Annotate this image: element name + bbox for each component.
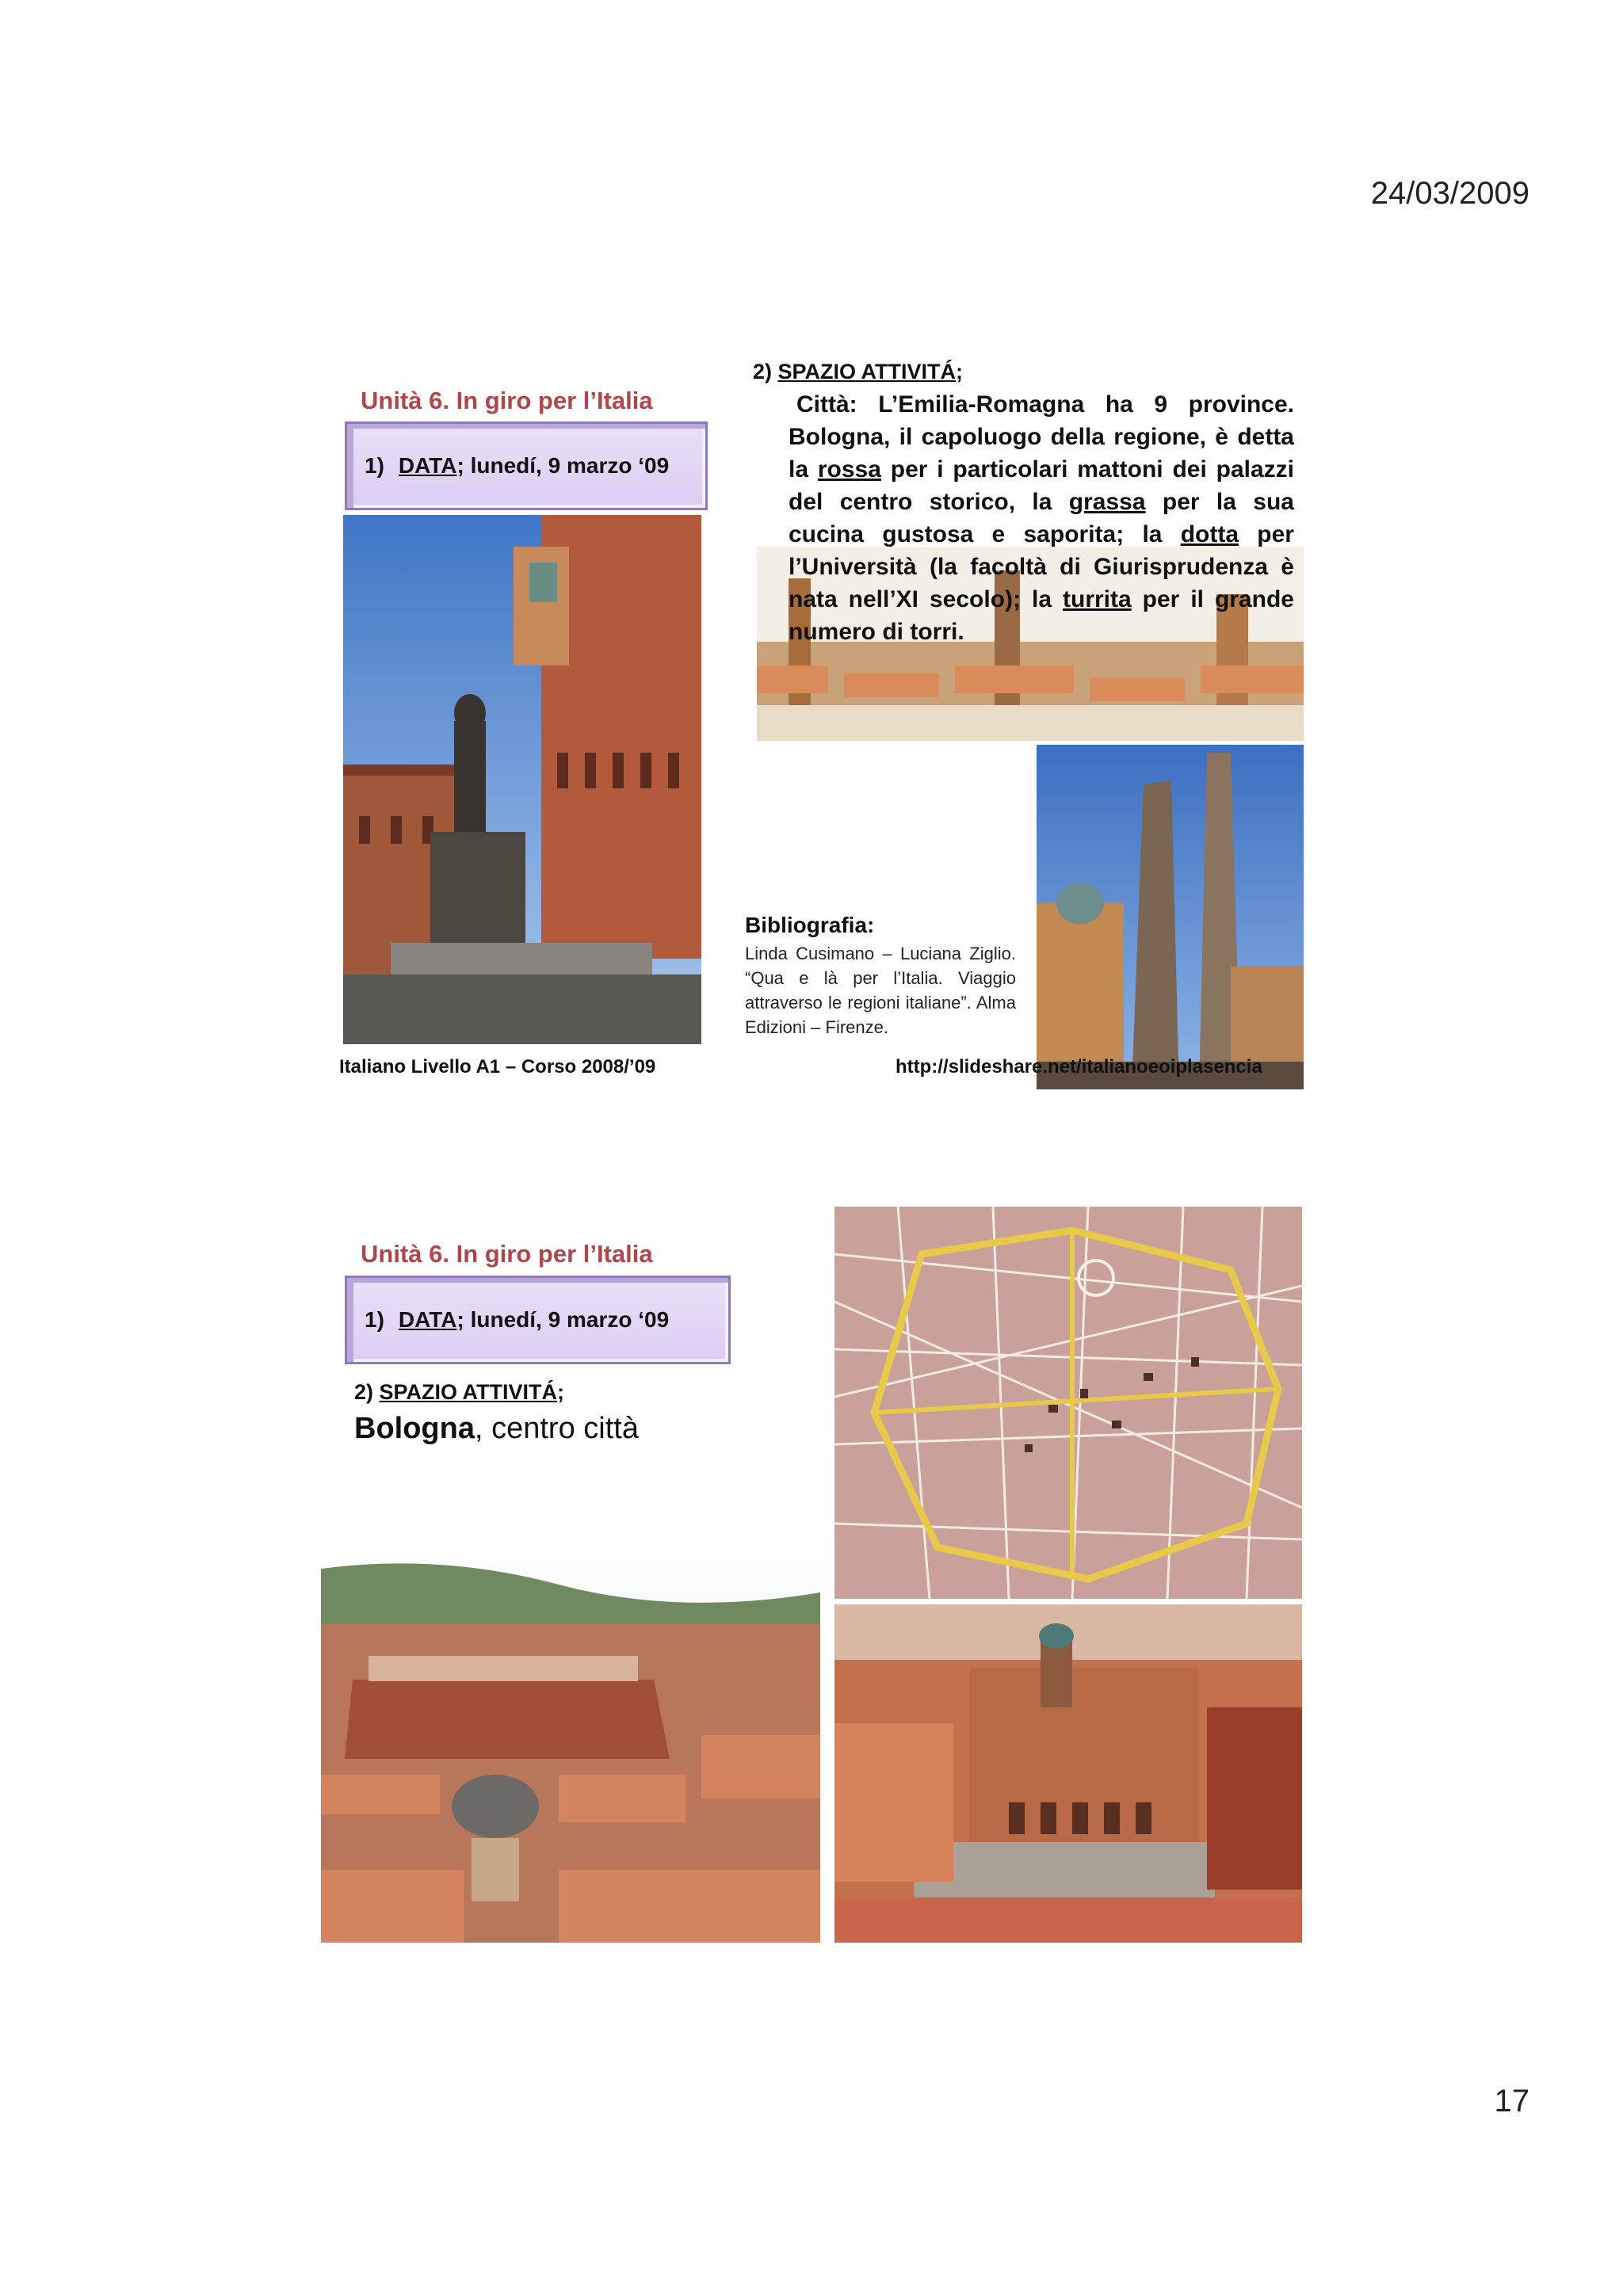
bologna-aerial-panorama xyxy=(321,1537,820,1943)
bologna-title-rest: , centro città xyxy=(474,1412,639,1445)
bologna-centre-map xyxy=(834,1207,1302,1599)
date-box-2-value: ; lunedí, 9 marzo ‘09 xyxy=(456,1307,670,1332)
neptune-fountain-photo xyxy=(343,515,701,1044)
keyword-rossa: rossa xyxy=(817,456,881,482)
bibliography-title: Bibliografia: xyxy=(745,913,875,937)
slideshare-url: http://slideshare.net/italianoeoiplasencia xyxy=(896,1056,1262,1077)
activity-heading-2 xyxy=(354,1380,564,1405)
unit-title-2: Unità 6. In giro per l’Italia xyxy=(361,1240,653,1268)
bologna-title-bold: Bologna xyxy=(354,1412,475,1445)
activity-tail: ; xyxy=(956,360,964,383)
date-box-2-number: 1) xyxy=(365,1307,384,1332)
activity-label: SPAZIO ATTIVITÁ xyxy=(777,360,957,383)
date-box-value: ; lunedí, 9 marzo ‘09 xyxy=(456,453,670,478)
date-box-label: DATA xyxy=(398,453,457,478)
unit-title: Unità 6. In giro per l’Italia xyxy=(361,387,653,414)
city-text-part-2: per i particolari mattoni dei palazzi del centro storico, la xyxy=(789,456,1294,515)
activity-2-label: SPAZIO ATTIVITÁ xyxy=(379,1380,558,1404)
bibliography-body: Linda Cusimano – Luciana Ziglio. “Qua e là per l’Italia. Viaggio attraverso le regioni italiane”. Alma Edizioni – Firenze. xyxy=(745,944,1016,1037)
activity-2-tail: ; xyxy=(557,1380,565,1404)
date-box-number: 1) xyxy=(365,453,384,478)
page-number: 17 xyxy=(1494,2084,1529,2119)
city-text-part-5: per il grande numero di torri. xyxy=(789,586,1294,645)
date-box-2 xyxy=(345,1276,731,1364)
city-description xyxy=(789,388,1294,648)
date-box-2-label: DATA xyxy=(398,1307,457,1332)
keyword-dotta: dotta xyxy=(1180,521,1239,547)
course-footer: Italiano Livello A1 – Corso 2008/’09 xyxy=(339,1056,656,1077)
activity-2-number: 2) xyxy=(354,1380,380,1404)
date-box xyxy=(345,421,708,510)
city-text-part-4: per l’Università (la facoltà di Giurisprudenza è nata nell’XI secolo); la xyxy=(789,521,1294,612)
date-header: 24/03/2009 xyxy=(1370,176,1529,211)
city-text-part-1: Città: L’Emilia-Romagna ha 9 province. Bologna, il capoluogo della regione, è detta la xyxy=(789,391,1294,482)
bologna-centre-title xyxy=(354,1412,639,1446)
activity-number: 2) xyxy=(753,360,778,383)
keyword-turrita: turrita xyxy=(1063,586,1132,612)
piazza-maggiore-photo xyxy=(834,1604,1302,1943)
city-text-part-3: per la sua cucina gustosa e saporita; la xyxy=(789,489,1294,547)
keyword-grassa: grassa xyxy=(1068,489,1146,515)
activity-heading xyxy=(753,360,963,384)
two-towers-photo xyxy=(1037,745,1304,1089)
